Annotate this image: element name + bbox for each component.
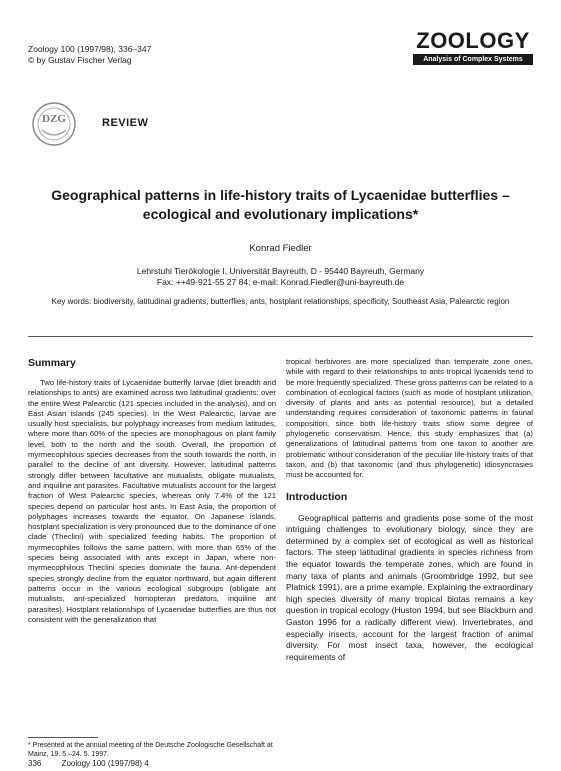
society-logo-icon	[30, 100, 78, 148]
brand-tagline: Analysis of Complex Systems	[413, 54, 533, 65]
affiliation-line-2: Fax: ++49-921-55 27 84; e-mail: Konrad.Fiedler@uni-bayreuth.de	[156, 277, 405, 287]
title-line-1: Geographical patterns in life-history traits of Lycaenidae butterflies –	[51, 187, 510, 203]
introduction-heading: Introduction	[286, 490, 348, 503]
left-column	[28, 357, 276, 625]
section-label: REVIEW	[102, 117, 149, 129]
summary-continuation: tropical herbivores are more specialized than temperate zone ones, while with regard to their relationships to ants tropical lycaenids tend to be more frequently specialized. These gross patterns can be related to a combination of ecological factors (such as mode of hostplant utilization, diversity of plants and ants as potential resource), but a detailed understanding requires consideration of taxonomic patterns in faunal composition, since both life-history traits show some degree of phylogenetic conservatism. Hence, this study emphasizes that (a) generalizations of latitudinal patterns from one taxon to another are problematic without consideration of the peculiar life-history traits of that taxon, and (b) that taxonomic (and thus phylogenetic) idiosyncrasies must be accounted for.	[286, 357, 533, 480]
affiliation	[0, 266, 561, 288]
brand-word: ZOOLOGY	[416, 28, 530, 53]
introduction-text: Geographical patterns and gradients pose some of the most intriguing challenges to evolutionary biology, since they are determined by a complex set of ecological as well as historical factors. The steep latitudinal gradients in species richness from the equator towards the temperate zones, which are found in many taxa of plants and animals (Groombridge 1992, but see Platnick 1991), are a prime example. Explaining the extraordinary high species diversity of many tropical biotas remains a key question in tropical ecology (Huston 1994, but see Blackburn and Gaston 1996 for a radically different view). Invertebrates, and especially insects, account for the largest fraction of animal diversity. For most insect taxa, however, the ecological requirements of	[286, 512, 533, 662]
author-name: Konrad Fiedler	[249, 243, 312, 254]
page-footer	[28, 759, 167, 768]
summary-text: Two life-history traits of Lycaenidae butterfly larvae (diet breadth and relationships to ants) are examined across two latitudinal gradients: over the entire West Palearctic (121 species included in the analysis), and on East Asian islands (245 species). In the West Palearctic, larvae are usually host specialists, but polyphagy increases from medium latitudes, where more than 60% of the species are monophagous on plant family level, both to the north and the south. Overall, the proportion of myrmecophilous species decreases from the south towards the north, in parallel to the decline of ant diversity. However, latitudinal patterns strongly differ between facultative ant mutualists, obligate mutualists, and inquiline ant parasites. Facultative mutualists account for the largest fraction of West Palearctic species, whereas only 7.4% of the 121 species depend on particular host ants. In East Asia, the proportion of polyphages increases towards the equator. On Japanese islands, hostplant specialization is very pronounced due to the dominance of one clade (Theclini) with specialized feeding habits. The proportion of myrmecophiles follows the same pattern, with more than 65% of the species being associated with ants except in Japan, where non-myrmecophilous Theclini species dominate the fauna. Ant-dependent species strongly decline from the equator northward, but again different patterns occur in the various ecological subgroups (obligate ant mutualists, ant-specialized homopteran predators, inquiline ant parasites). Hostplant relationships of Lycaenidae butterflies are thus not consistent with the generalization that	[28, 378, 276, 624]
footer-journal: Zoology 100 (1997/98) 4	[61, 759, 149, 768]
right-column	[286, 357, 533, 663]
journal-citation	[28, 44, 151, 66]
header-divider	[28, 336, 533, 337]
footnote: * Presented at the annual meeting of the Deutsche Zoologische Gesellschaft at Mainz, 19. 5.–24. 5. 1997.	[28, 742, 273, 758]
logo-text: DZG	[42, 113, 66, 125]
journal-line: Zoology 100 (1997/98), 336–347	[28, 44, 152, 54]
title-line-2: ecological and evolutionary implications*	[142, 206, 419, 222]
keywords: Key words: biodiversity, latitudinal gradients, butterflies, ants, hostplant relationships, specificity, Southeast Asia, Palearctic region	[51, 297, 510, 306]
page-number: 336	[28, 759, 42, 768]
article-title	[30, 186, 531, 224]
journal-brand	[413, 30, 533, 65]
copyright-line: © by Gustav Fischer Verlag	[28, 55, 132, 65]
summary-heading: Summary	[28, 357, 76, 369]
footnote-divider	[28, 737, 98, 738]
affiliation-line-1: Lehrstuhl Tierökologie I, Universität Bayreuth, D - 95440 Bayreuth, Germany	[136, 266, 425, 276]
